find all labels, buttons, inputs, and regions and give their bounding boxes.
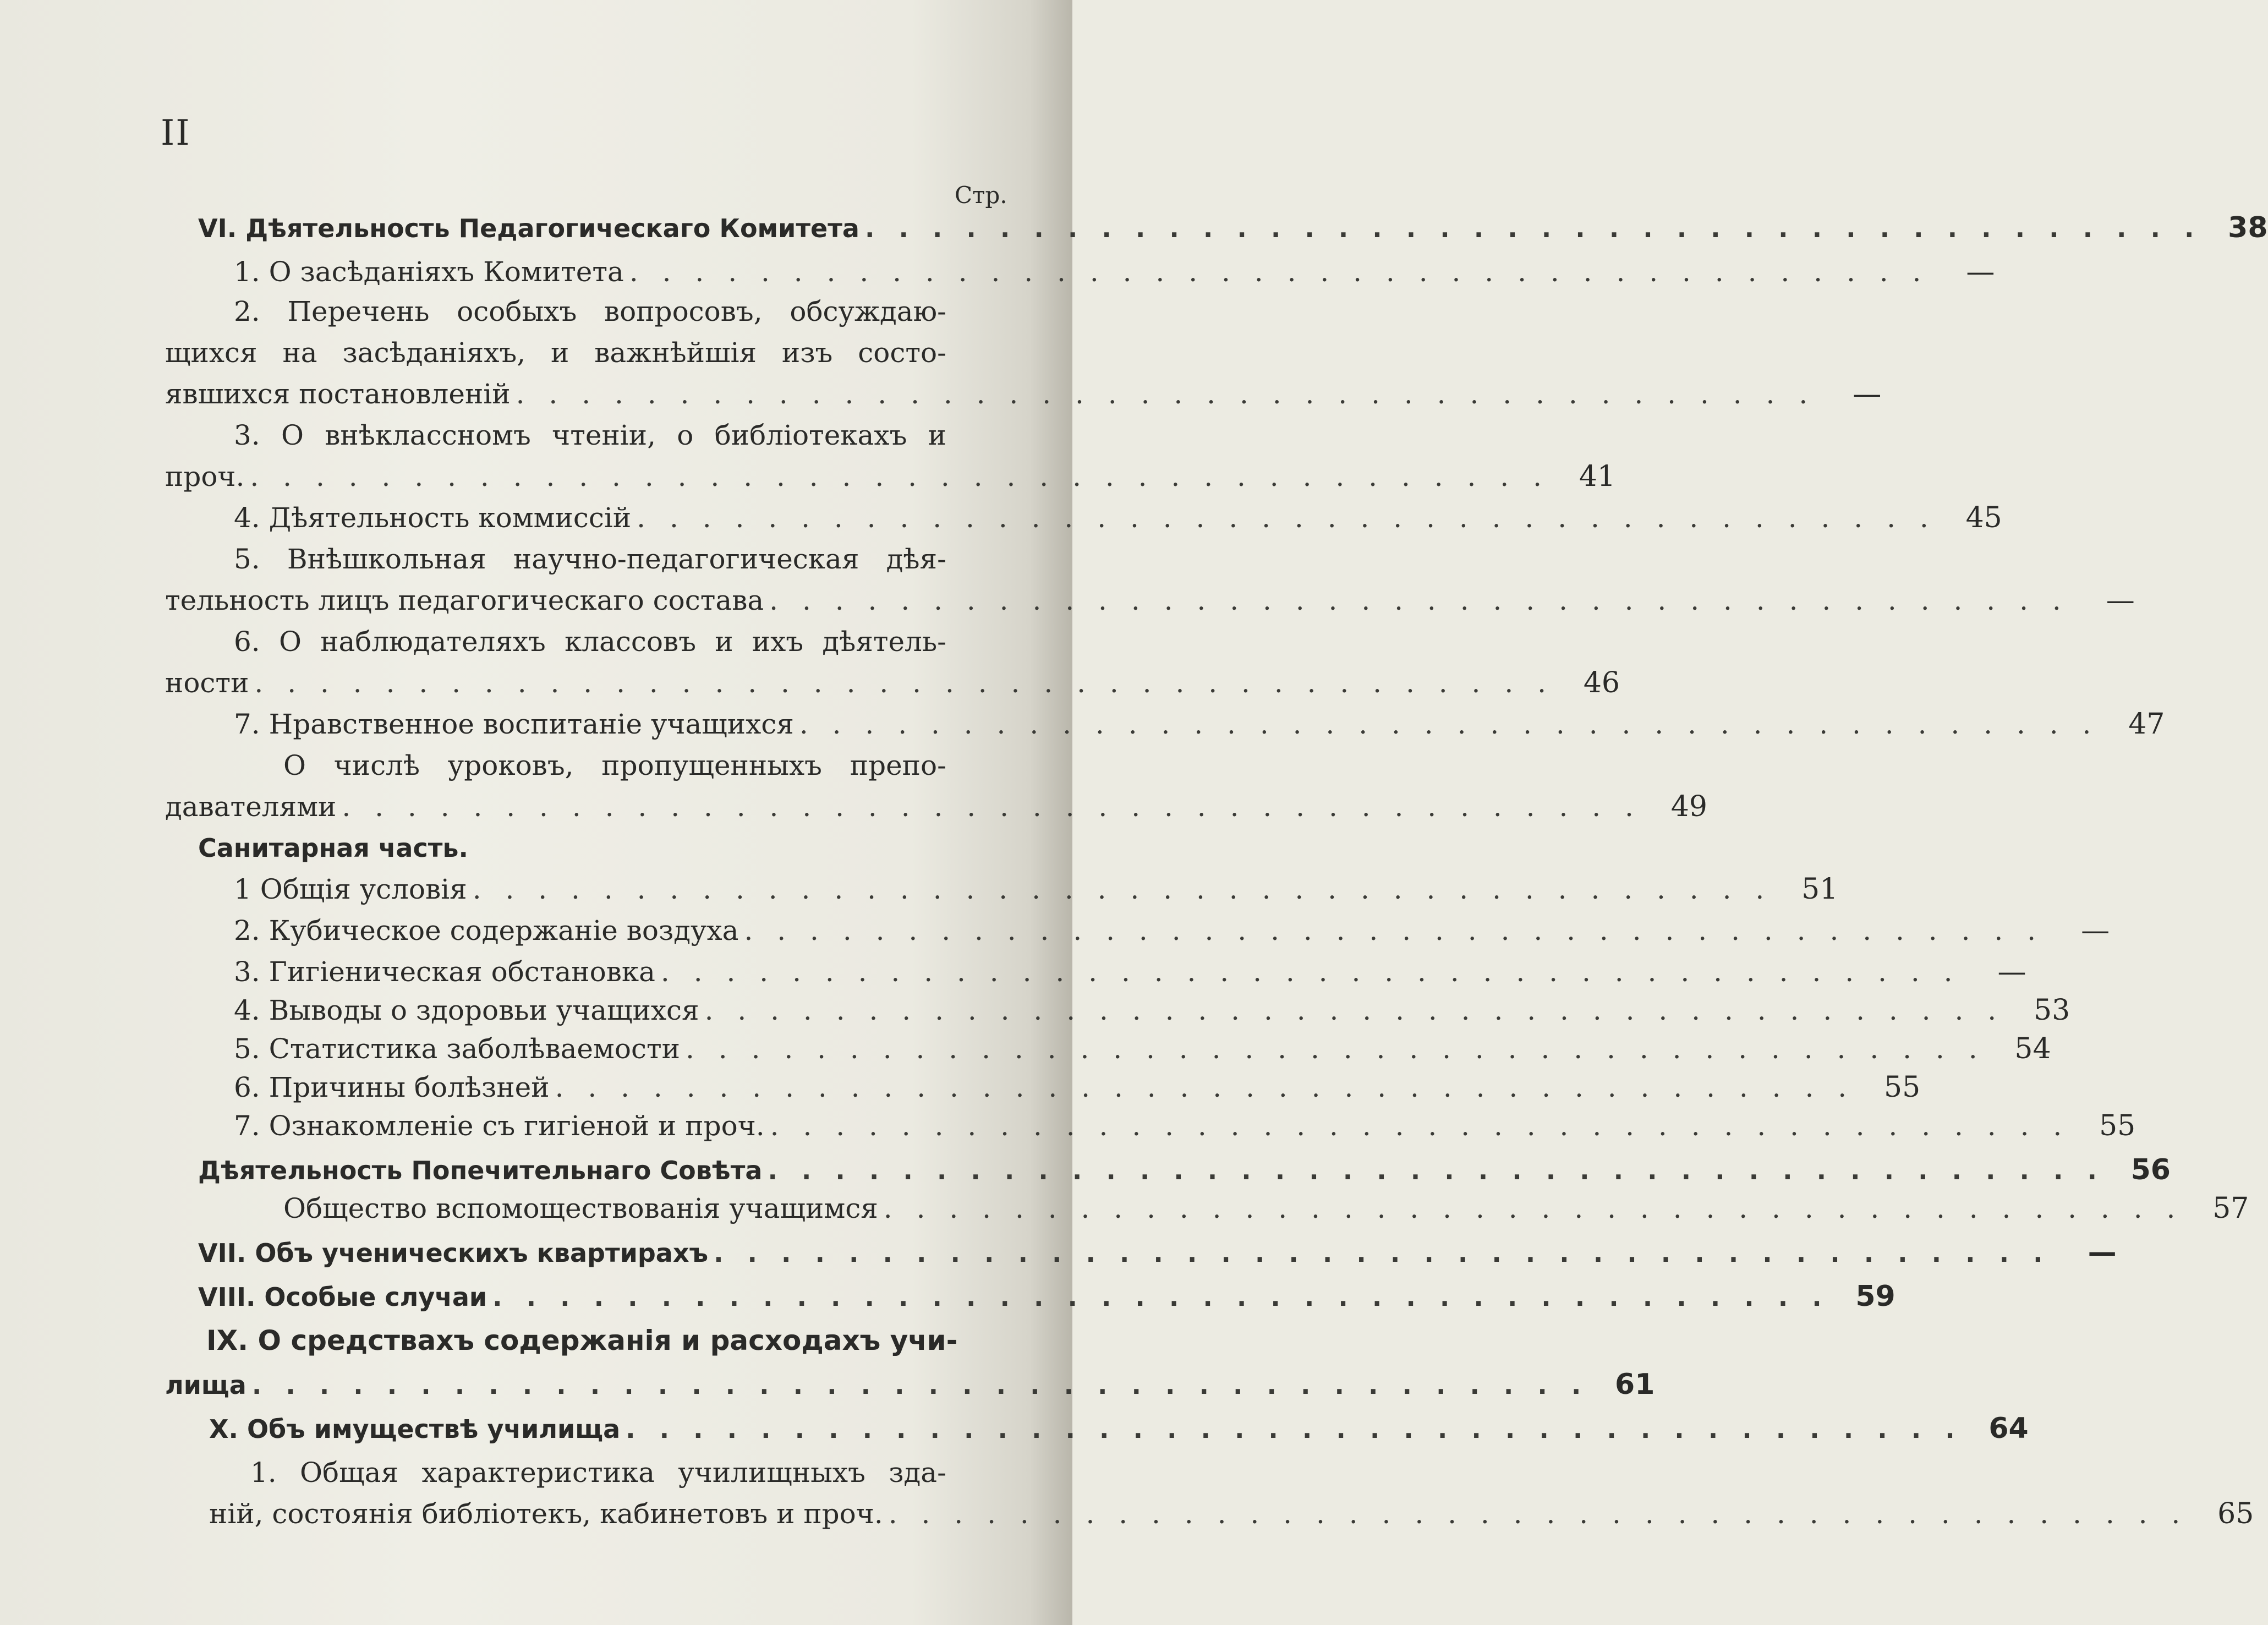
leader-dots: . . . . . . . . . . . . . . . . . . . . . . . . . . . . . . . . . . . . . . . . <box>251 1370 1589 1400</box>
toc-entry <box>165 1279 1896 1314</box>
toc-entry-page: — <box>2106 584 2135 617</box>
leader-dots: . . . . . . . . . . . . . . . . . . . . . . . . . . . . . . . . . . . . . . . . <box>629 256 1929 288</box>
toc-entry-line: 5. Внѣшкольная научно-педагогическая дѣя- <box>234 543 946 575</box>
toc-entry-label: 6. Причины болѣзней <box>234 1071 550 1103</box>
toc-entry <box>165 211 2268 245</box>
toc-entry-label: VIII. Особые случаи <box>198 1282 487 1312</box>
leader-dots: . . . . . . . . . . . . . . . . . . . . . . . . . . . . . . . . . . . . . . . . <box>704 994 2004 1026</box>
toc-entry-label: давателями <box>165 791 337 823</box>
toc-entry-page: 55 <box>2099 1109 2136 1142</box>
toc-entry <box>165 666 1620 700</box>
toc-entry-page: 49 <box>1670 790 1707 823</box>
leader-dots: . . . . . . . . . . . . . . . . . . . . . . . . . . . . . . . . . . . . . . . . <box>883 1192 2183 1224</box>
toc-entry <box>165 255 1995 289</box>
toc-entry <box>165 583 2135 617</box>
toc-entry-label: 2. Кубическое содержаніе воздуха <box>234 915 739 946</box>
toc-entry <box>165 707 2165 741</box>
toc-entry-page: 57 <box>2212 1192 2249 1225</box>
toc-entry <box>165 913 2110 948</box>
leader-dots: . . . . . . . . . . . . . . . . . . . . . . . . . . . . . . . . . . . . . . . . <box>769 584 2069 616</box>
toc-entry <box>165 1109 2136 1143</box>
toc-entry-label: лища <box>165 1370 246 1400</box>
toc-entry-page: 41 <box>1579 460 1615 493</box>
toc-entry-label: ности <box>165 667 249 699</box>
section-heading <box>165 831 1015 865</box>
toc-entry <box>165 790 1707 824</box>
toc-entry <box>165 1070 1921 1104</box>
toc-entry <box>165 1367 1655 1402</box>
toc-entry <box>165 1411 2029 1446</box>
toc-entry-page: — <box>2081 914 2110 947</box>
leader-dots: . . . . . . . . . . . . . . . . . . . . . . . . . . . . . . . . . . . . . . . . <box>768 1156 2105 1185</box>
leader-dots: . . . . . . . . . . . . . . . . . . . . . . . . . . . . . . . . . . . . . . . . <box>626 1414 1963 1444</box>
leader-dots: . . . . . . . . . . . . . . . . . . . . . . . . . . . . . . . . . . . . . . . . <box>660 956 1960 988</box>
toc-entry-line: О числѣ уроковъ, пропущенныхъ препо- <box>283 749 946 781</box>
toc-entry-page: 46 <box>1583 666 1620 699</box>
leader-dots: . . . . . . . . . . . . . . . . . . . . . . . . . . . . . . . . . . . . . . . . <box>492 1282 1829 1312</box>
toc-entry <box>165 1153 2171 1187</box>
toc-entry-page: 53 <box>2033 994 2070 1027</box>
toc-entry-page: 64 <box>1988 1412 2029 1445</box>
leader-dots: . . . . . . . . . . . . . . . . . . . . . . . . . . . . . . . . . . . . . . . . <box>714 1238 2051 1268</box>
leader-dots: . . . . . . . . . . . . . . . . . . . . . . . . . . . . . . . . . . . . . . . . <box>799 708 2099 740</box>
toc-entry-page: 65 <box>2217 1497 2254 1530</box>
page-column-header: Стр. <box>955 182 1007 209</box>
toc-entry-page: 61 <box>1615 1368 1655 1401</box>
leader-dots: . . . . . . . . . . . . . . . . . . . . . . . . . . . . . . . . . . . . . . . . <box>888 1498 2188 1530</box>
toc-entry <box>165 377 1882 411</box>
leader-dots: . . . . . . . . . . . . . . . . . . . . . . . . . . . . . . . . . . . . . . . . <box>864 214 2202 243</box>
toc-entry-page: 55 <box>1883 1071 1921 1104</box>
toc-entry <box>165 872 1838 906</box>
toc-entry-page: — <box>1853 377 1882 411</box>
toc-entry <box>165 955 2026 989</box>
toc-entry-page: 38 <box>2228 211 2268 244</box>
toc-entry-label: Общество вспомоществованія учащимся <box>283 1192 878 1224</box>
toc-entry-line: 6. О наблюдателяхъ классовъ и ихъ дѣятель- <box>234 626 946 658</box>
toc-entry-label: Дѣятельность Попечительнаго Совѣта <box>198 1156 763 1185</box>
toc-entry-label: VII. Объ ученическихъ квартирахъ <box>198 1238 709 1268</box>
toc-entry-label: 4. Выводы о здоровьи учащихся <box>234 994 699 1026</box>
toc-entry-line: щихся на засѣданіяхъ, и важнѣйшія изъ состо- <box>165 337 946 369</box>
toc-entry <box>165 459 1615 494</box>
leader-dots: . . . . . . . . . . . . . . . . . . . . . . . . . . . . . . . . . . . . . . . . <box>250 461 1549 493</box>
toc-entry-label: 1 Общія условія <box>234 873 467 905</box>
toc-entry <box>165 993 2070 1027</box>
toc-entry-label: 4. Дѣятельность коммиссій <box>234 502 632 534</box>
leader-dots: . . . . . . . . . . . . . . . . . . . . . . . . . . . . . . . . . . . . . . . . <box>472 873 1772 905</box>
toc-entry-page: 47 <box>2128 708 2165 741</box>
toc-entry-page: 51 <box>1801 873 1838 906</box>
toc-entry-page: — <box>2088 1236 2117 1269</box>
toc-entry <box>165 501 2002 535</box>
leader-dots: . . . . . . . . . . . . . . . . . . . . . . . . . . . . . . . . . . . . . . . . <box>686 1033 1985 1065</box>
toc-entry-line: 1. Общая характеристика училищныхъ зда- <box>250 1457 946 1489</box>
leader-dots: . . . . . . . . . . . . . . . . . . . . . . . . . . . . . . . . . . . . . . . . <box>254 667 1554 699</box>
leader-dots: . . . . . . . . . . . . . . . . . . . . . . . . . . . . . . . . . . . . . . . . <box>342 791 1641 823</box>
toc-entry-label: 7. Ознакомленіе съ гигіеной и проч. <box>234 1110 765 1142</box>
toc-entry-page: — <box>1966 255 1995 288</box>
toc-entry-page: — <box>1997 955 2026 988</box>
leader-dots: . . . . . . . . . . . . . . . . . . . . . . . . . . . . . . . . . . . . . . . . <box>555 1071 1855 1103</box>
toc-entry-page: 45 <box>1965 501 2002 534</box>
toc-entry-label: VI. Дѣятельность Педагогическаго Комитета <box>198 214 859 243</box>
toc-entry-label: ній, состоянія библіотекъ, кабинетовъ и проч. <box>209 1498 883 1530</box>
toc-entry-line: 2. Перечень особыхъ вопросовъ, обсуждаю- <box>234 296 946 327</box>
leader-dots: . . . . . . . . . . . . . . . . . . . . . . . . . . . . . . . . . . . . . . . . <box>637 502 1936 534</box>
leader-dots: . . . . . . . . . . . . . . . . . . . . . . . . . . . . . . . . . . . . . . . . <box>770 1110 2070 1142</box>
toc-entry-label: явшихся постановленій <box>165 378 511 410</box>
leader-dots: . . . . . . . . . . . . . . . . . . . . . . . . . . . . . . . . . . . . . . . . <box>744 915 2044 946</box>
toc-entry-label: проч. <box>165 461 245 493</box>
toc-entry-page: 59 <box>1855 1280 1896 1313</box>
toc-entry <box>165 1032 2051 1066</box>
toc-entry <box>209 1497 2254 1531</box>
toc-entry <box>165 1191 2249 1225</box>
toc-entry-label: X. Объ имуществѣ училища <box>209 1414 621 1444</box>
page-folio: II <box>161 113 191 154</box>
toc-entry-line: 3. О внѣклассномъ чтеніи, о библіотекахъ и <box>234 419 946 451</box>
leader-dots: . . . . . . . . . . . . . . . . . . . . . . . . . . . . . . . . . . . . . . . . <box>516 378 1816 410</box>
toc-entry-label: 7. Нравственное воспитаніе учащихся <box>234 708 794 740</box>
toc-entry-line: IX. О средствахъ содержанія и расходахъ учи- <box>206 1325 958 1356</box>
toc-entry-label: 1. О засѣданіяхъ Комитета <box>234 256 624 288</box>
toc-entry-label: 5. Статистика заболѣваемости <box>234 1033 680 1065</box>
section-heading-label: Санитарная часть. <box>198 833 468 863</box>
toc-entry-label: 3. Гигіеническая обстановка <box>234 956 655 988</box>
toc-entry-page: 54 <box>2014 1032 2051 1065</box>
toc-entry-label: тельность лицъ педагогическаго состава <box>165 584 764 616</box>
toc-entry <box>165 1235 2117 1270</box>
toc-entry-page: 56 <box>2130 1153 2171 1186</box>
